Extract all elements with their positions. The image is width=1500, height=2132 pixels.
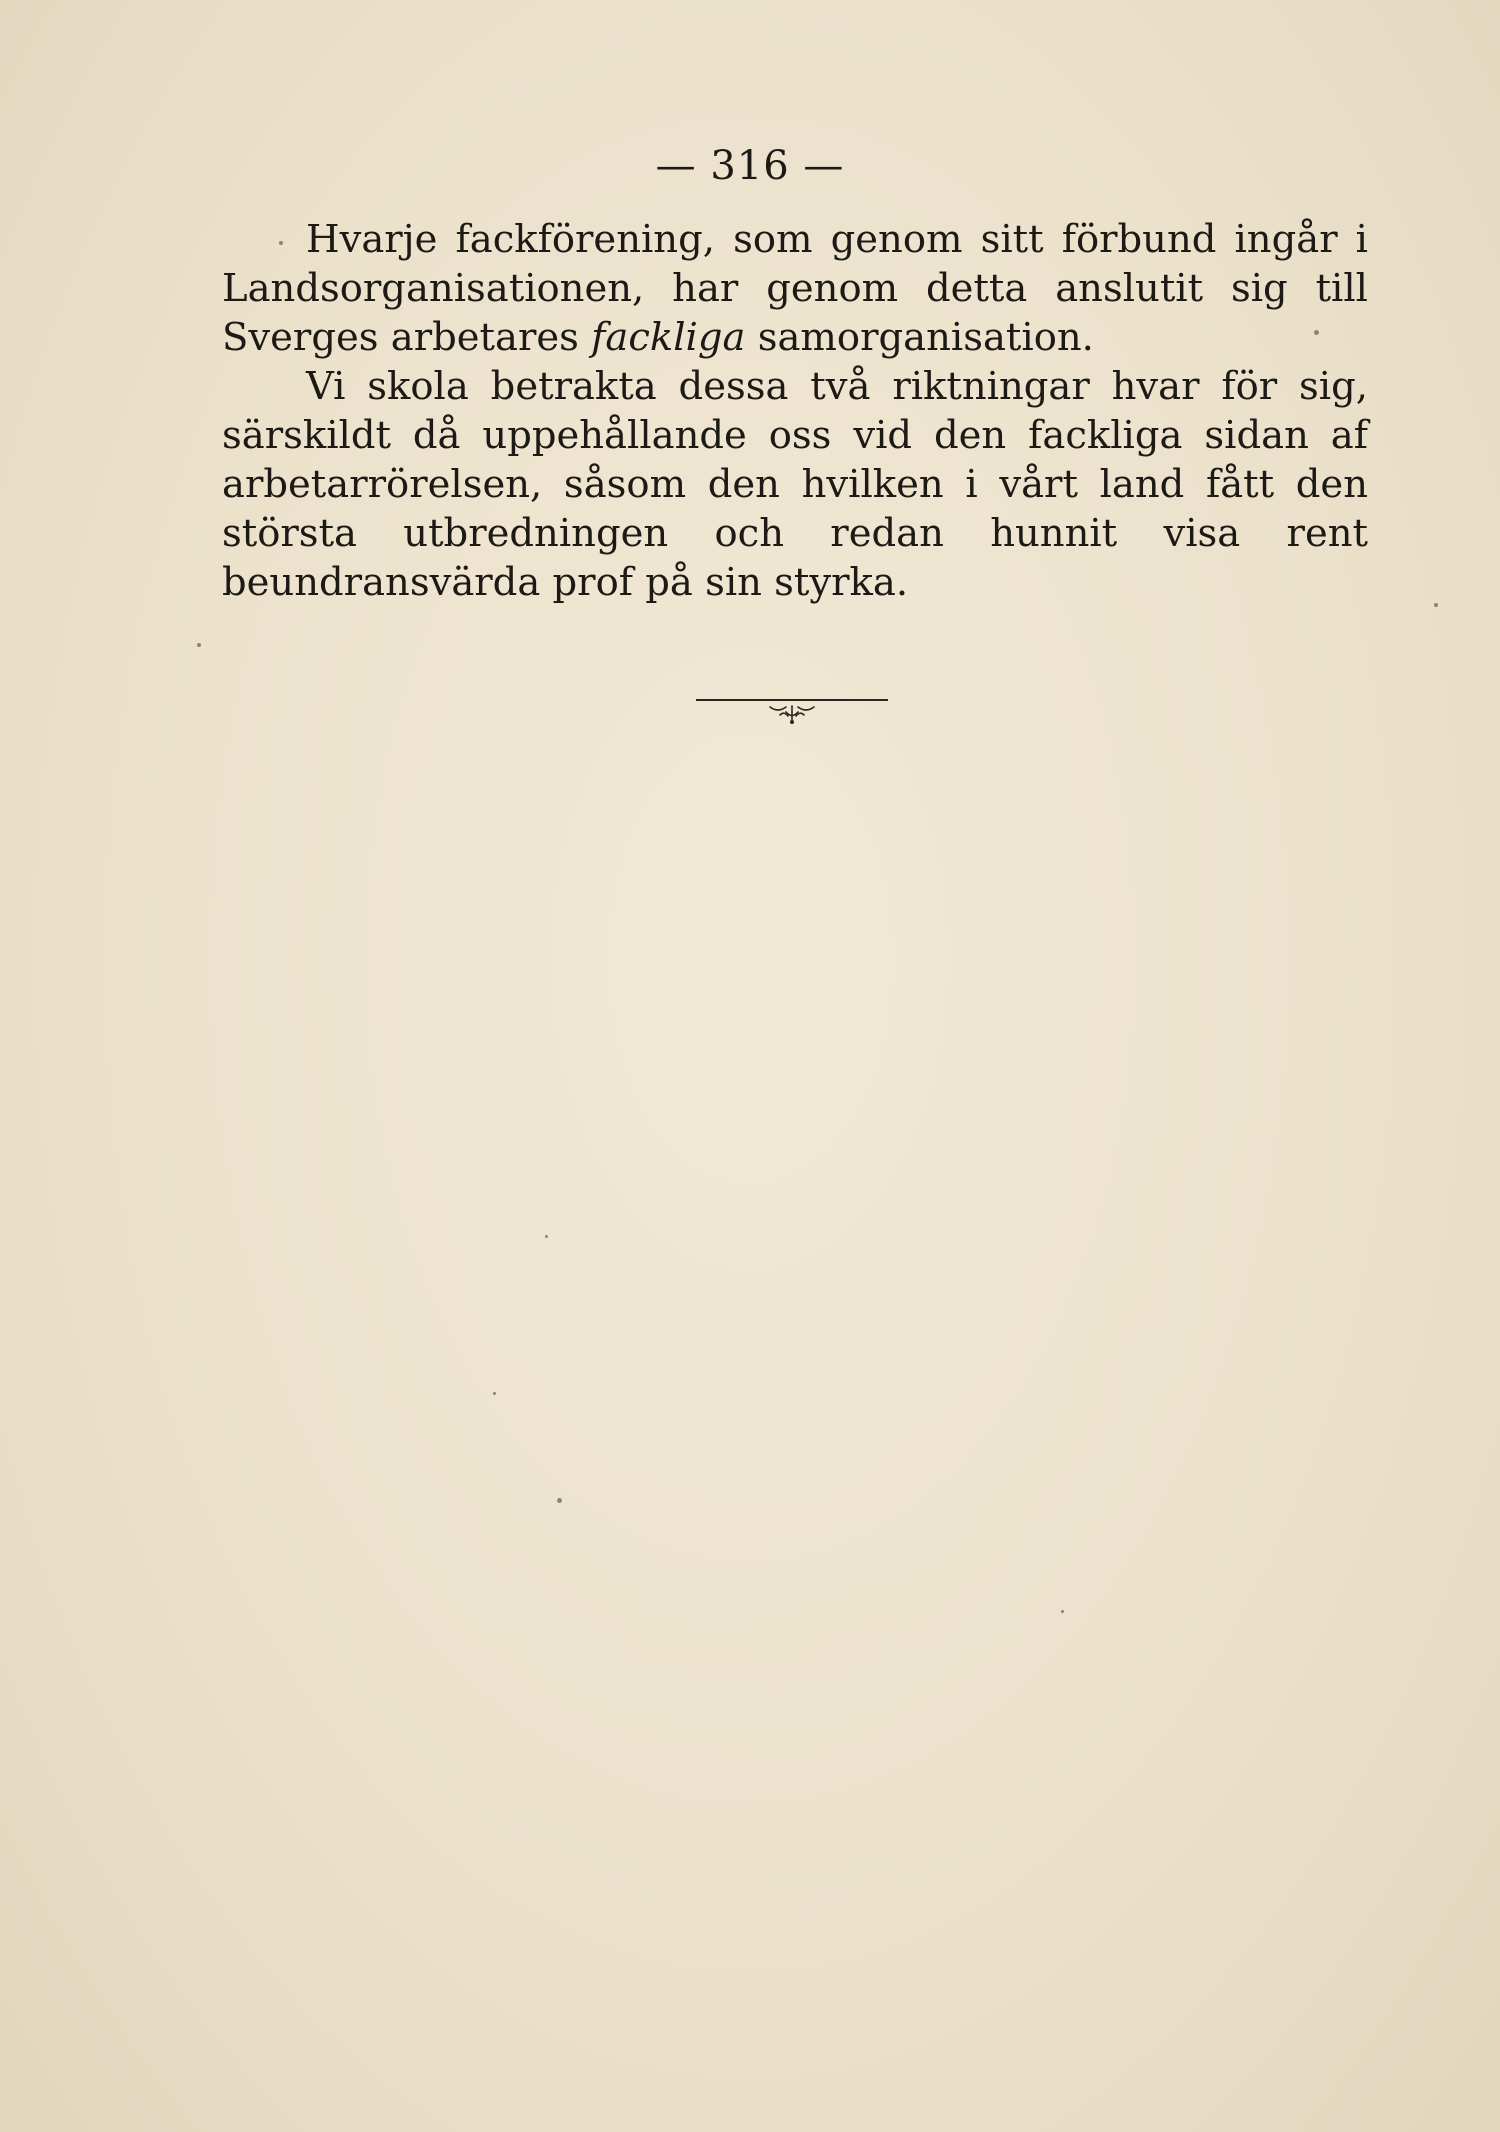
paragraph-1 xyxy=(222,215,1368,362)
fleuron-icon xyxy=(764,703,820,725)
paragraph-1-end: samorganisation. xyxy=(745,315,1094,360)
paper-speck xyxy=(1314,330,1319,335)
paper-speck xyxy=(1061,1610,1064,1613)
paragraph-1-emphasis: fackliga xyxy=(591,315,746,360)
paragraph-2: Vi skola betrakta dessa två riktningar hvar för sig, särskildt då uppehållande oss vid den fackliga sidan af arbetarrörelsen, såsom den hvilken i vårt land fått den största utbredningen och redan hunnit visa rent beundransvärda prof på sin styrka. xyxy=(222,364,1368,605)
paper-speck xyxy=(279,241,283,245)
paragraph-1-start: Hvarje fackförening, som genom sitt förbund ingår i Landsorganisationen, har genom detta anslutit sig till Sverges arbetares xyxy=(222,217,1368,360)
paper-speck xyxy=(1434,603,1438,607)
paper-speck xyxy=(557,1498,562,1503)
paper-speck xyxy=(197,643,201,647)
paper-speck xyxy=(545,1235,548,1238)
page-number: — 316 — xyxy=(655,143,845,189)
paper-speck xyxy=(493,1392,496,1395)
body-text xyxy=(222,215,1368,607)
section-divider-rule xyxy=(696,699,888,701)
